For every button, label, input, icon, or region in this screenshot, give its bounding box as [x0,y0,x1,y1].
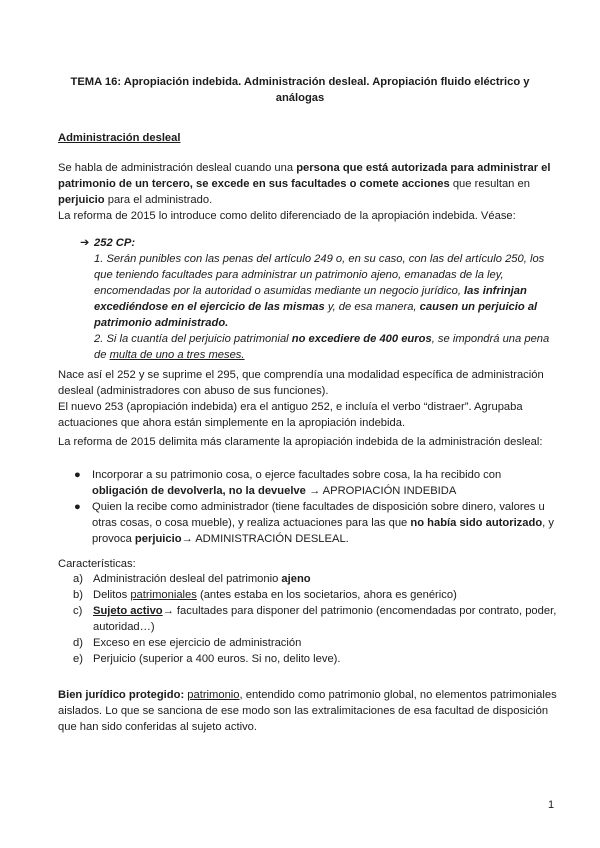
arrow-icon: ➔ [80,237,90,249]
history-line-1: Nace así el 252 y se suprime el 295, que comprendía una modalidad específica de administración desleal (administradores con abuso de sus funciones). [58,369,544,397]
item-b-underline: patrimoniales [130,589,197,601]
document-title: TEMA 16: Apropiación indebida. Administración desleal. Apropiación fluido eléctrico y análogas [70,76,530,104]
bullet-2-bold-2: perjuicio [134,533,182,545]
quote-p2-underline-1: multa de uno a tres meses. [109,349,245,361]
item-a-text: Administración desleal del patrimonio [93,573,282,585]
item-b-text-1: Delitos [93,589,131,601]
characteristics-list [72,571,560,667]
bien-juridico-paragraph [58,687,558,735]
list-item [72,635,560,651]
item-c-text: → facultades para disponer del patrimonio (encomendadas por contrato, poder, autoridad…) [93,605,557,633]
intro-bold-2: perjuicio [58,194,105,206]
list-item [72,571,560,587]
bullet-1-bold-1: obligación de devolverla, no la devuelve [92,485,306,497]
quote-p1-bold-2: causen un perjuicio al patrimonio administrado. [94,301,538,329]
quote-p2-bold-1: no excediere de 400 euros [291,333,432,345]
bien-underline: patrimonio [187,689,240,701]
item-c-bold: Sujeto activo [93,605,163,617]
quote-p2-text-2: , se impondrá una pena de [94,333,550,361]
legal-quote [80,235,560,363]
item-marker: b) [73,589,83,601]
bullet-1-text-1: Incorporar a su patrimonio cosa, o ejerce facultades sobre cosa, la ha recibido con [92,469,502,481]
item-b-text-2: (antes estaba en los societarios, ahora es genérico) [196,589,457,601]
item-a-bold: ajeno [281,573,311,585]
bullet-2-text-2: , y provoca [92,517,554,545]
quote-paragraph-2 [80,331,560,363]
quote-p1-text-1: 1. Serán punibles con las penas del artículo 249 o, en su caso, con las del artículo 250, los que teniendo facultades para administrar un patrimonio ajeno, emanadas de la ley, encomendadas por la autoridad o asumidas mediante un negocio jurídico, [94,253,545,297]
item-marker: a) [73,573,83,585]
bien-label: Bien jurídico protegido: [58,689,185,701]
quote-label: 252 CP: [94,237,136,249]
intro-text-2: que resultan en [449,178,530,190]
intro-text-3: para el administrado. [104,194,213,206]
bullet-2-text-3: → ADMINISTRACIÓN DESLEAL. [181,533,349,545]
list-item [72,467,560,499]
quote-paragraph-1 [80,251,560,331]
item-marker: c) [73,605,83,617]
quote-p1-text-2: y, de esa manera, [324,301,420,313]
quote-p2-text-1: 2. Si la cuantía del perjuicio patrimonial [94,333,292,345]
list-item [72,499,560,547]
list-item [72,587,560,603]
bullet-2-text-1: Quien la recibe como administrador (tiene facultades de disposición sobre dinero, valores u otras cosas, o cosa mueble), y realiza actuaciones para las que [92,501,545,529]
bullet-1-text-2: → APROPIACIÓN INDEBIDA [305,485,457,497]
intro-paragraph [58,160,558,208]
bien-text: , entendido como patrimonio global, no elementos patrimoniales aislados. Lo que se sanciona de ese modo son las extralimitaciones de esa facultad de disposición que han sido conferidas al sujeto activo. [58,689,557,733]
characteristics-heading: Características: [58,558,136,570]
bullet-icon: ● [74,501,81,513]
item-marker: e) [73,653,83,665]
quote-p1-bold-1: las infrinjan excediéndose en el ejercicio de las mismas [94,285,527,313]
history-line-2: El nuevo 253 (apropiación indebida) era el antiguo 252, e incluía el verbo “distraer”. Agrupaba actuaciones que ahora están simplemente en la apropiación indebida. [58,401,523,429]
list-item [72,603,560,635]
bullet-list [72,467,560,547]
section-heading: Administración desleal [58,132,181,144]
list-item [72,651,560,667]
intro-bold-1: persona que está autorizada para administrar el patrimonio de un tercero, se excede en sus facultades o comete acciones [58,162,551,190]
item-e-text: Perjuicio (superior a 400 euros. Si no, delito leve). [93,653,341,665]
intro-text-1: Se habla de administración desleal cuando una [58,162,297,174]
history-paragraph [58,367,558,431]
item-d-text: Exceso en ese ejercicio de administración [93,637,302,649]
item-marker: d) [73,637,83,649]
page-number: 1 [548,799,555,811]
delimitation-paragraph: La reforma de 2015 delimita más claramente la apropiación indebida de la administración desleal: [58,436,543,448]
bullet-2-bold-1: no había sido autorizado [410,517,543,529]
reform-line: La reforma de 2015 lo introduce como delito diferenciado de la apropiación indebida. Véase: [58,210,516,222]
bullet-icon: ● [74,469,81,481]
